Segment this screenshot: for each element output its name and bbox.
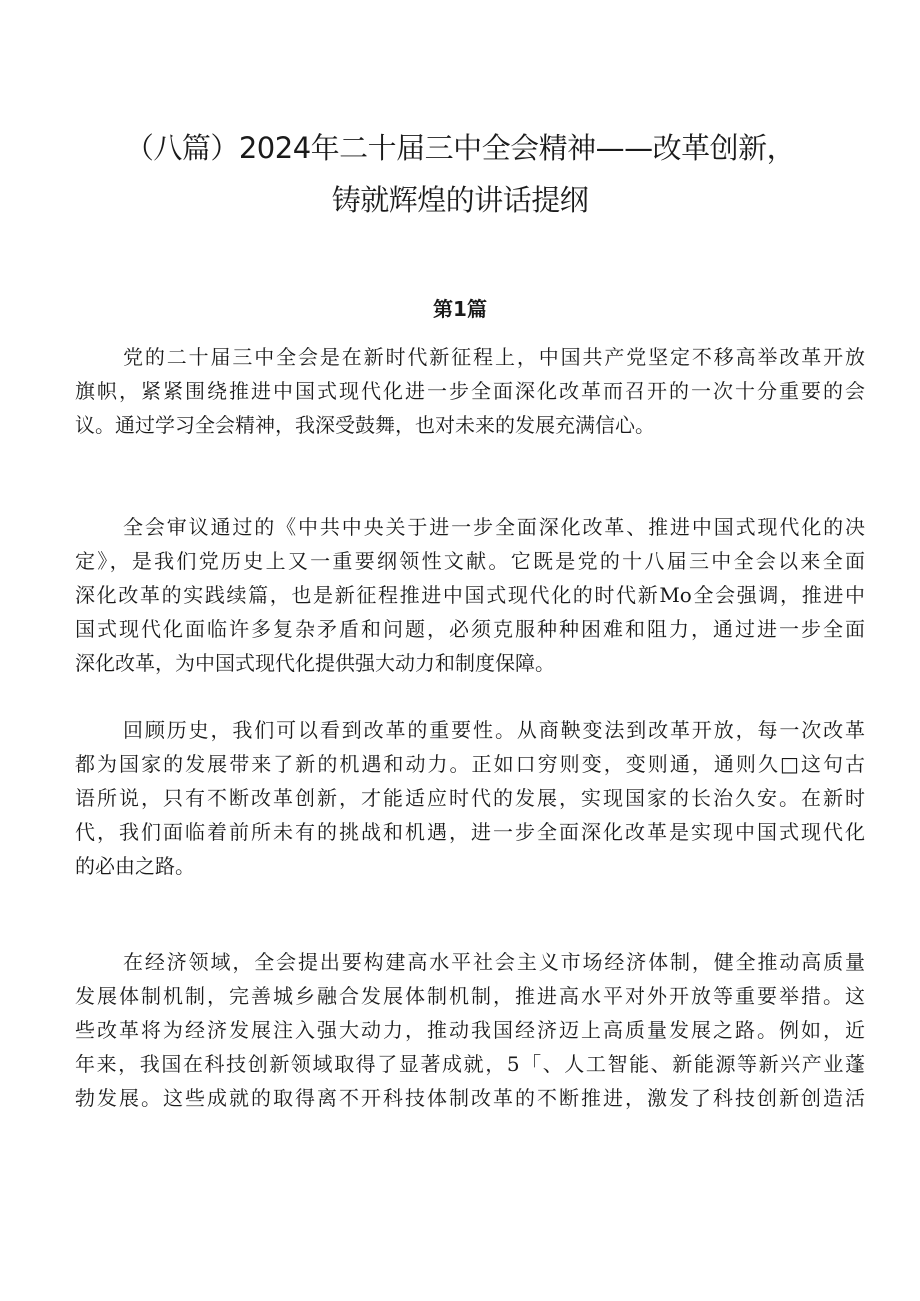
paragraph-line: 深化改革的实践续篇，也是新征程推进中国式现代化的时代新Mo全会强调，推进中 <box>75 583 865 607</box>
paragraph-line: 年来，我国在科技创新领域取得了显著成就，5「、人工智能、新能源等新兴产业蓬 <box>75 1052 865 1076</box>
paragraph-line: 语所说，只有不断改革创新，才能适应时代的发展，实现国家的长治久安。在新时 <box>75 786 865 810</box>
paragraph-line: 全会审议通过的《中共中央关于进一步全面深化改革、推进中国式现代化的决 <box>123 515 865 539</box>
section-heading: 第1篇 <box>433 297 487 321</box>
paragraph-line: 议。通过学习全会精神，我深受鼓舞，也对未来的发展充满信心。 <box>75 413 655 437</box>
paragraph-line: 党的二十届三中全会是在新时代新征程上，中国共产党坚定不移高举改革开放 <box>123 345 865 369</box>
document-title-line-1: （八篇）2024年二十届三中全会精神——改革创新， <box>124 131 796 165</box>
paragraph-line: 的必由之路。 <box>75 854 195 878</box>
paragraph-line: 都为国家的发展带来了新的机遇和动力。正如口穷则变，变则通，通则久□这句古 <box>75 752 865 776</box>
paragraph-line: 代，我们面临着前所未有的挑战和机遇，进一步全面深化改革是实现中国式现代化 <box>75 820 865 844</box>
paragraph-line: 回顾历史，我们可以看到改革的重要性。从商鞅变法到改革开放，每一次改革 <box>123 718 865 742</box>
paragraph-line: 旗帜，紧紧围绕推进中国式现代化进一步全面深化改革而召开的一次十分重要的会 <box>75 379 865 403</box>
paragraph-line: 些改革将为经济发展注入强大动力，推动我国经济迈上高质量发展之路。例如，近 <box>75 1018 865 1042</box>
document-title-line-2: 铸就辉煌的讲话提纲 <box>331 183 589 217</box>
paragraph-line: 勃发展。这些成就的取得离不开科技体制改革的不断推进，激发了科技创新创造活 <box>75 1086 865 1110</box>
paragraph-line: 深化改革，为中国式现代化提供强大动力和制度保障。 <box>75 651 555 675</box>
paragraph-line: 定》，是我们党历史上又一重要纲领性文献。它既是党的十八届三中全会以来全面 <box>75 549 865 573</box>
paragraph-line: 国式现代化面临许多复杂矛盾和问题，必须克服种种困难和阻力，通过进一步全面 <box>75 617 865 641</box>
paragraph-line: 发展体制机制，完善城乡融合发展体制机制，推进高水平对外开放等重要举措。这 <box>75 984 865 1008</box>
paragraph-line: 在经济领域，全会提出要构建高水平社会主义市场经济体制，健全推动高质量 <box>123 950 865 974</box>
